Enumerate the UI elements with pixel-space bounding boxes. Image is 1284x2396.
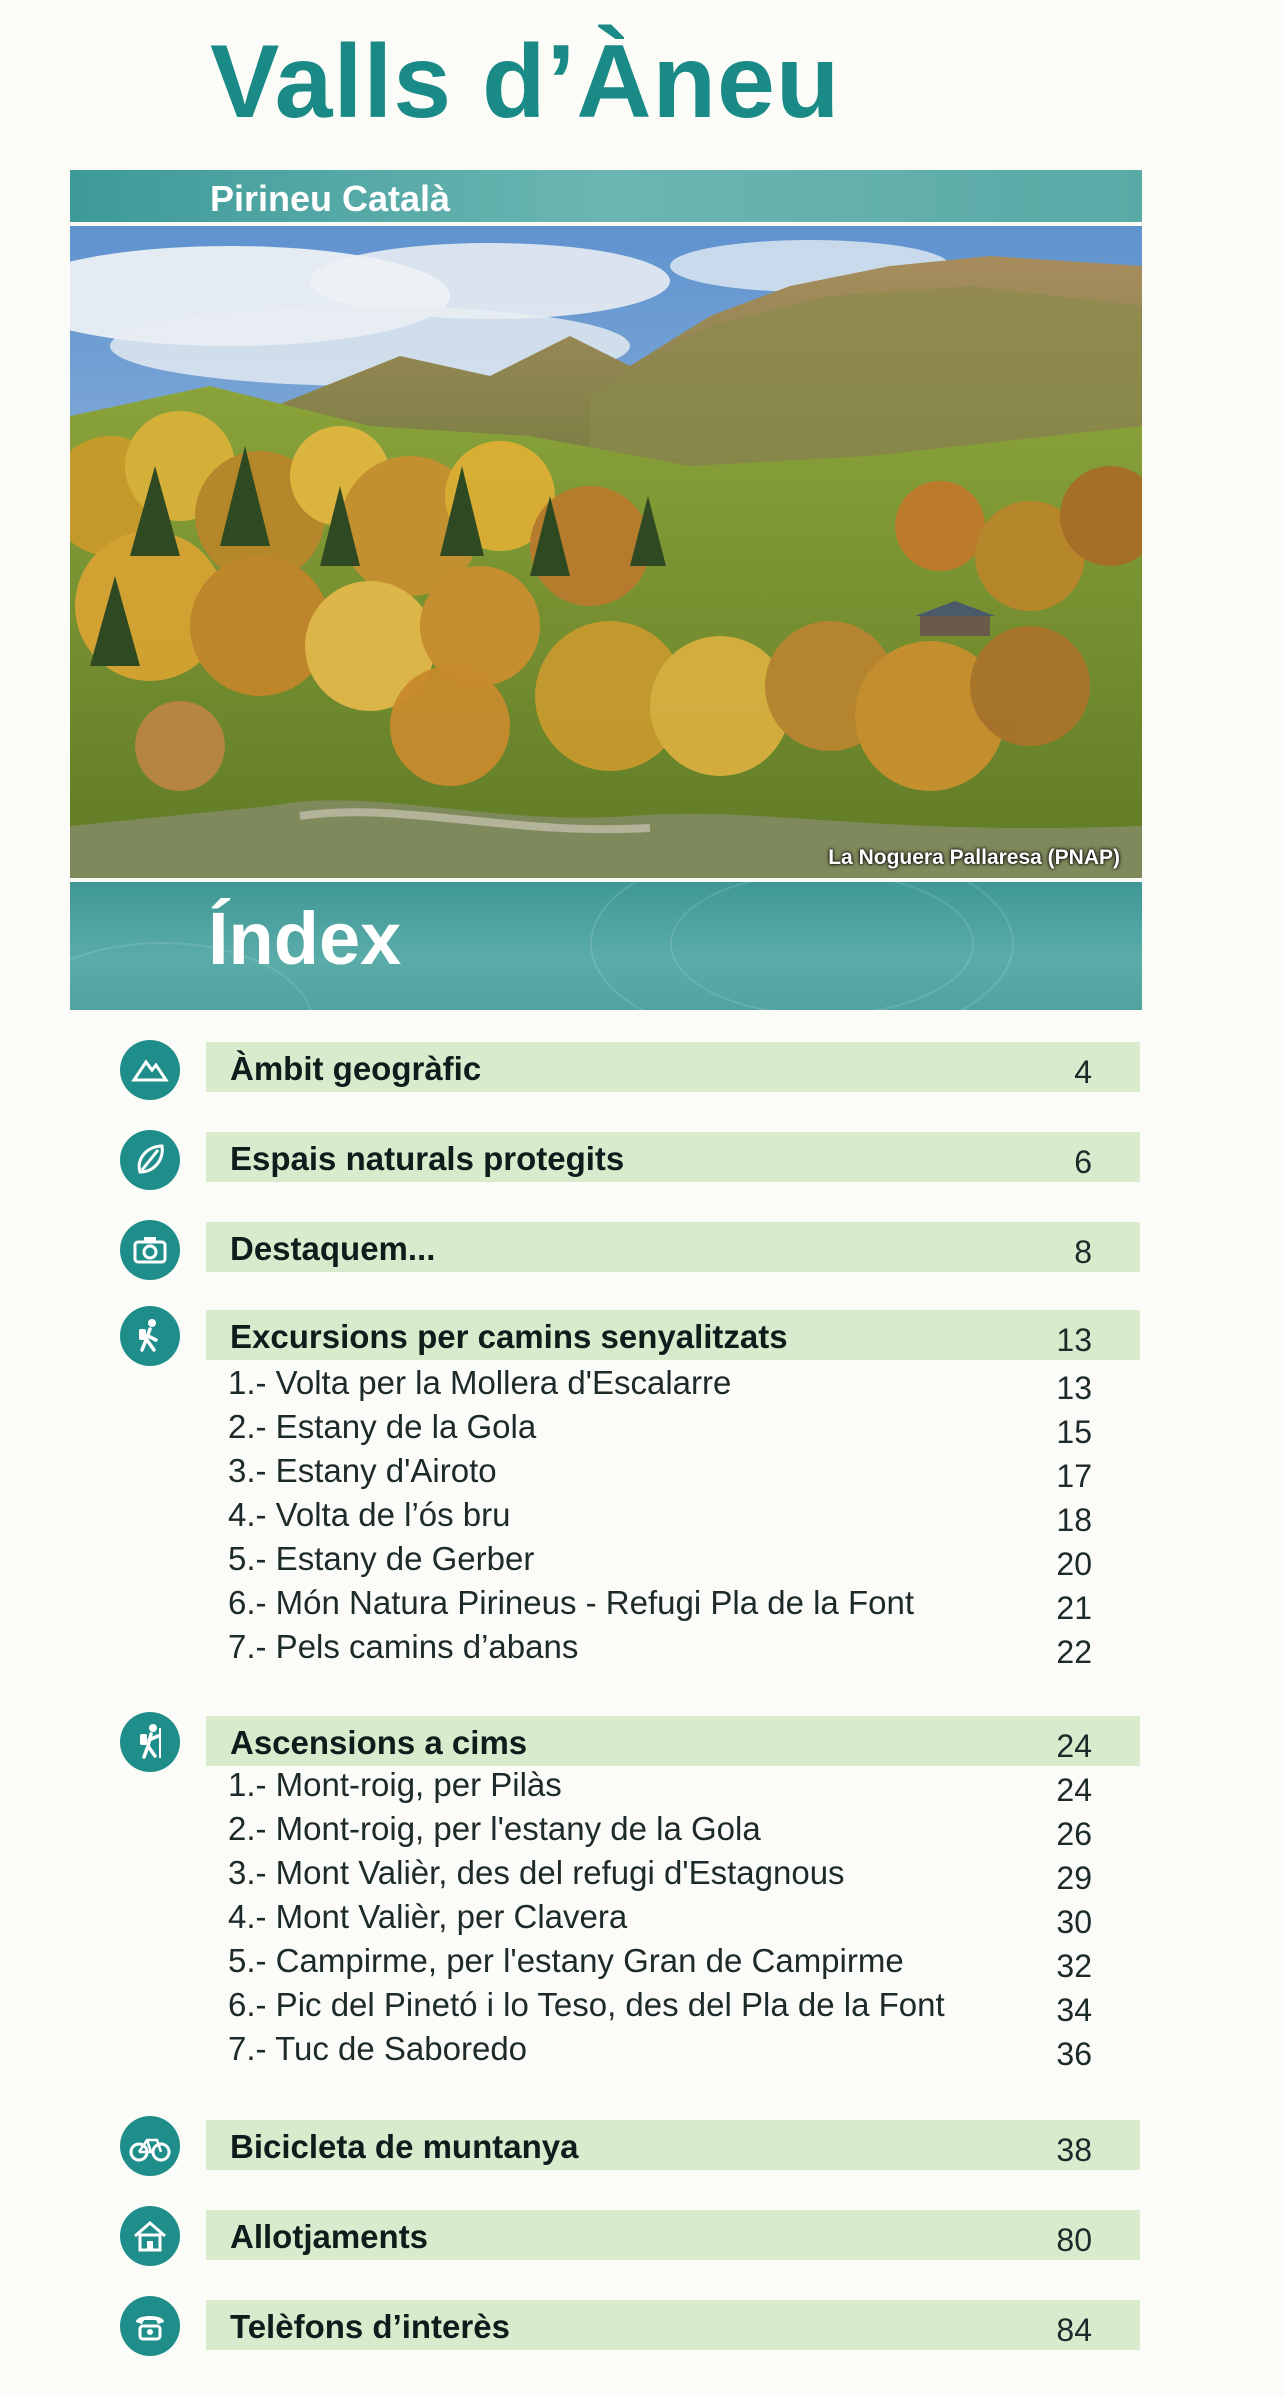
page-number: 38 — [1056, 2132, 1092, 2168]
page-number: 80 — [1056, 2222, 1092, 2258]
section-label: Destaquem... — [230, 1230, 436, 1267]
item-label: 3.- Estany d'Airoto — [228, 1452, 497, 1489]
mountain-icon — [120, 1040, 180, 1100]
page-number: 21 — [1056, 1590, 1092, 1626]
toc-section-ambit[interactable] — [206, 1042, 1140, 1092]
page-number: 4 — [1074, 1054, 1092, 1090]
section-label: Àmbit geogràfic — [230, 1050, 482, 1087]
page-number: 36 — [1056, 2036, 1092, 2072]
item-label: 2.- Mont-roig, per l'estany de la Gola — [228, 1810, 761, 1847]
page-title: Valls d’Àneu — [210, 24, 841, 140]
bicycle-icon — [120, 2116, 180, 2176]
toc-item[interactable] — [228, 1896, 1140, 1940]
toc-item[interactable] — [228, 1808, 1140, 1852]
item-label: 2.- Estany de la Gola — [228, 1408, 537, 1445]
page-number: 24 — [1056, 1728, 1092, 1764]
toc-section-allotjaments[interactable] — [206, 2210, 1140, 2260]
leaf-icon — [120, 1130, 180, 1190]
page-number: 30 — [1056, 1904, 1092, 1940]
subtitle: Pirineu Català — [210, 178, 451, 219]
autumn-valley-illustration — [70, 226, 1142, 878]
page-number: 13 — [1056, 1370, 1092, 1406]
section-label: Allotjaments — [230, 2218, 429, 2255]
page-number: 15 — [1056, 1414, 1092, 1450]
house-icon — [120, 2206, 180, 2266]
item-label: 7.- Tuc de Saboredo — [228, 2030, 528, 2067]
page-number: 34 — [1056, 1992, 1092, 2028]
toc-item[interactable] — [228, 1406, 1140, 1450]
toc-section-destaquem[interactable] — [206, 1222, 1140, 1272]
map-contour — [670, 882, 974, 1010]
toc-item[interactable] — [228, 1626, 1140, 1670]
toc-section-espais[interactable] — [206, 1132, 1140, 1182]
toc-item[interactable] — [228, 1538, 1140, 1582]
index-title: Índex — [208, 897, 402, 980]
page-number: 18 — [1056, 1502, 1092, 1538]
toc-section-telefons[interactable] — [206, 2300, 1140, 2350]
toc-item[interactable] — [228, 1940, 1140, 1984]
subtitle-band — [70, 170, 1142, 222]
page-number: 84 — [1056, 2312, 1092, 2348]
item-label: 6.- Pic del Pinetó i lo Teso, des del Pla de la Font — [228, 1986, 945, 2023]
toc-item[interactable] — [228, 1582, 1140, 1626]
page-number: 8 — [1074, 1234, 1092, 1270]
page-number: 22 — [1056, 1634, 1092, 1670]
toc-section-ascensions[interactable] — [206, 1716, 1140, 1766]
toc-section-excursions[interactable] — [206, 1310, 1140, 1360]
section-label: Telèfons d’interès — [230, 2308, 510, 2345]
toc-item[interactable] — [228, 1764, 1140, 1808]
index-band — [70, 882, 1142, 1010]
item-label: 5.- Estany de Gerber — [228, 1540, 535, 1577]
climber-icon — [120, 1712, 180, 1772]
item-label: 3.- Mont Valièr, des del refugi d'Estagnous — [228, 1854, 845, 1891]
section-label: Espais naturals protegits — [230, 1140, 625, 1177]
section-label: Excursions per camins senyalitzats — [230, 1318, 788, 1355]
hiker-icon — [120, 1306, 180, 1366]
page-number: 32 — [1056, 1948, 1092, 1984]
camera-icon — [120, 1220, 180, 1280]
photo-caption: La Noguera Pallaresa (PNAP) — [828, 846, 1120, 869]
toc-item[interactable] — [228, 1852, 1140, 1896]
item-label: 1.- Volta per la Mollera d'Escalarre — [228, 1364, 732, 1401]
item-label: 5.- Campirme, per l'estany Gran de Campirme — [228, 1942, 904, 1979]
page-number: 20 — [1056, 1546, 1092, 1582]
telephone-icon — [120, 2296, 180, 2356]
toc-section-bicicleta[interactable] — [206, 2120, 1140, 2170]
page-number: 24 — [1056, 1772, 1092, 1808]
toc-item[interactable] — [228, 1984, 1140, 2028]
page-number: 26 — [1056, 1816, 1092, 1852]
page-number: 6 — [1074, 1144, 1092, 1180]
landscape-photo — [70, 226, 1142, 878]
section-label: Ascensions a cims — [230, 1724, 528, 1761]
page-number: 17 — [1056, 1458, 1092, 1494]
item-label: 6.- Món Natura Pirineus - Refugi Pla de la Font — [228, 1584, 914, 1621]
toc-item[interactable] — [228, 1494, 1140, 1538]
item-label: 1.- Mont-roig, per Pilàs — [228, 1766, 562, 1803]
toc-item[interactable] — [228, 1450, 1140, 1494]
page-number: 29 — [1056, 1860, 1092, 1896]
item-label: 4.- Volta de l’ós bru — [228, 1496, 511, 1533]
page-number: 13 — [1056, 1322, 1092, 1358]
item-label: 7.- Pels camins d’abans — [228, 1628, 579, 1665]
toc-item[interactable] — [228, 2028, 1140, 2072]
toc-item[interactable] — [228, 1362, 1140, 1406]
section-label: Bicicleta de muntanya — [230, 2128, 579, 2165]
item-label: 4.- Mont Valièr, per Clavera — [228, 1898, 628, 1935]
